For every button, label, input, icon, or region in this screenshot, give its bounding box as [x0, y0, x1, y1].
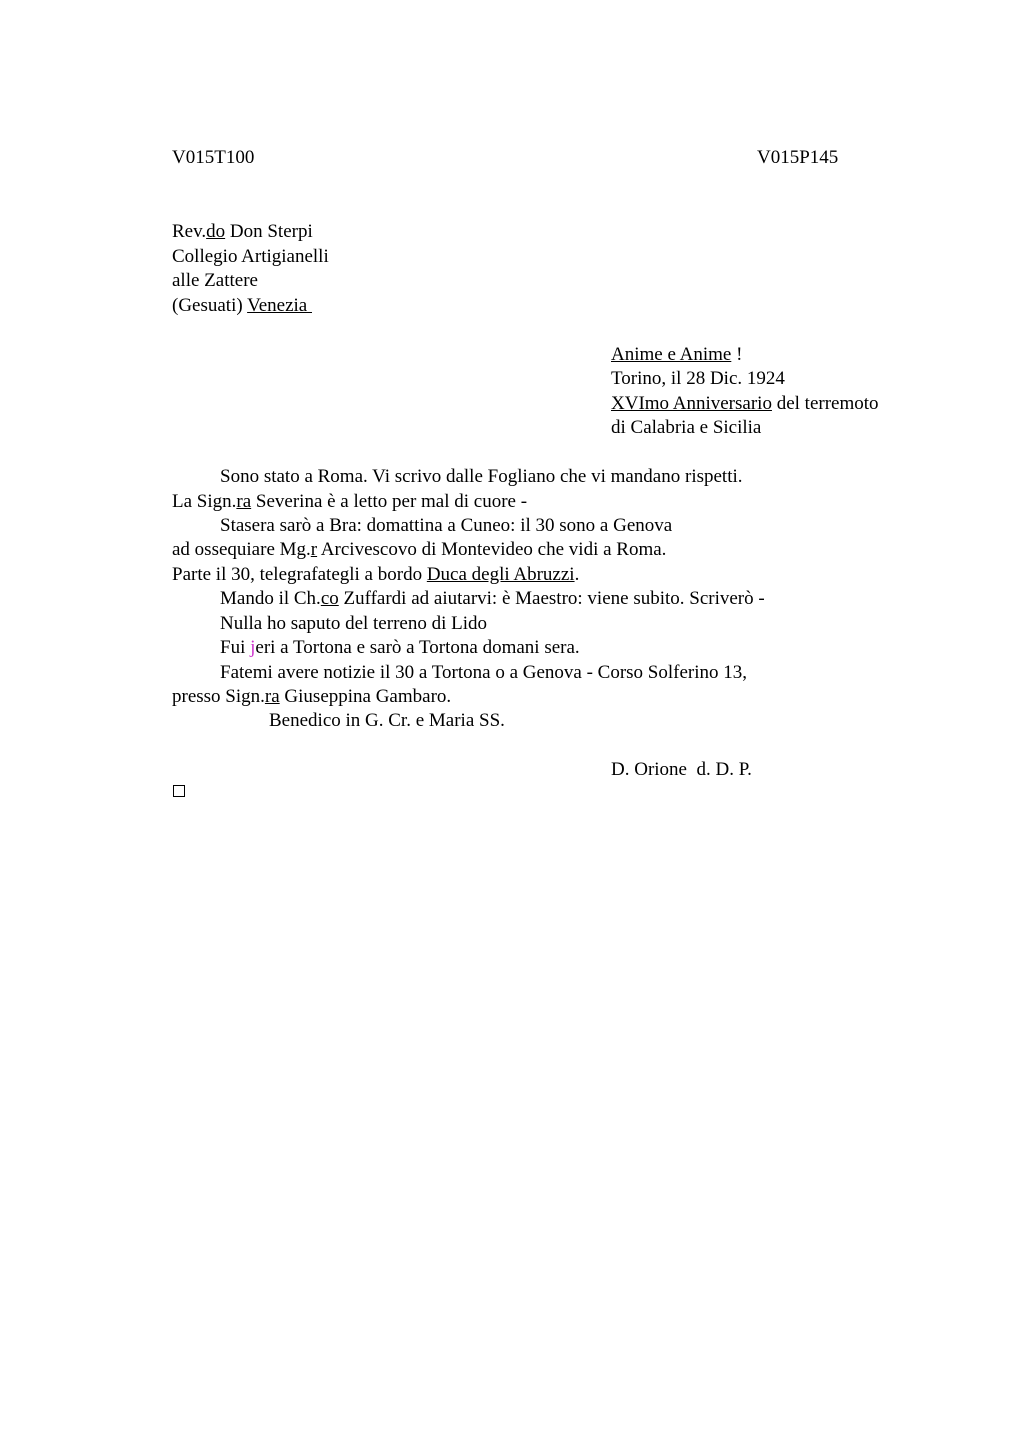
address-recipient: Don Sterpi	[225, 221, 313, 242]
address-line-1	[172, 220, 313, 244]
address-title-prefix: Rev.	[172, 221, 207, 242]
body-line-10	[172, 685, 451, 709]
address-title-abbrev: do	[206, 221, 226, 242]
motto-exclamation: !	[731, 344, 743, 365]
address-line-3: alle Zattere	[172, 270, 258, 291]
body-line-10-abbrev: ra	[264, 686, 280, 707]
document-code-left: V015T100	[172, 147, 255, 168]
body-line-2-a: La Sign.	[172, 491, 237, 512]
anniversary-line	[611, 392, 879, 416]
body-line-8-c: eri a Tortona e sarò a Tortona domani sera.	[255, 637, 580, 658]
motto-line	[611, 343, 742, 367]
body-line-4-c: Arcivescovo di Montevideo che vidi a Roma.	[317, 539, 667, 560]
body-line-9: Fatemi avere notizie il 30 a Tortona o a Genova - Corso Solferino 13,	[220, 662, 748, 683]
signature: D. Orione d. D. P.	[611, 759, 752, 780]
body-line-4	[172, 538, 666, 562]
body-line-5-c: .	[574, 564, 580, 585]
body-line-5	[172, 563, 579, 587]
motto-text: Anime e Anime	[611, 344, 732, 365]
body-line-8-a: Fui	[220, 637, 251, 658]
address-city: Venezia	[247, 295, 312, 316]
document-code-right: V015P145	[757, 147, 839, 168]
body-line-2	[172, 490, 527, 514]
address-line-4	[172, 294, 312, 318]
body-line-2-abbrev: ra	[236, 491, 252, 512]
body-line-4-a: ad ossequiare Mg.	[172, 539, 311, 560]
ship-name: Duca degli Abruzzi	[426, 564, 575, 585]
blessing-line: Benedico in G. Cr. e Maria SS.	[269, 710, 505, 731]
anniversary-title: XVImo Anniversario	[611, 393, 772, 414]
address-district: (Gesuati)	[172, 295, 248, 316]
anniversary-region: di Calabria e Sicilia	[611, 417, 762, 438]
place-date: Torino, il 28 Dic. 1924	[611, 368, 785, 389]
body-line-5-a: Parte il 30, telegrafategli a bordo	[172, 564, 427, 585]
body-line-6	[220, 587, 765, 611]
highlighted-letter: j	[250, 637, 256, 658]
body-line-4-abbrev: r	[310, 539, 318, 560]
address-line-2: Collegio Artigianelli	[172, 246, 329, 267]
body-line-1: Sono stato a Roma. Vi scrivo dalle Fogliano che vi mandano rispetti.	[220, 466, 743, 487]
body-line-6-abbrev: co	[320, 588, 339, 609]
body-line-7: Nulla ho saputo del terreno di Lido	[220, 613, 487, 634]
body-line-10-a: presso Sign.	[172, 686, 265, 707]
anniversary-rest: del terremoto	[771, 393, 879, 414]
body-line-6-a: Mando il Ch.	[220, 588, 321, 609]
body-line-3: Stasera sarò a Bra: domattina a Cuneo: il 30 sono a Genova	[220, 515, 673, 536]
body-line-6-c: Zuffardi ad aiutarvi: è Maestro: viene subito. Scriverò -	[338, 588, 765, 609]
body-line-2-c: Severina è a letto per mal di cuore -	[251, 491, 528, 512]
end-marker-box-icon	[173, 785, 185, 797]
body-line-10-c: Giuseppina Gambaro.	[279, 686, 452, 707]
body-line-8	[220, 636, 580, 660]
